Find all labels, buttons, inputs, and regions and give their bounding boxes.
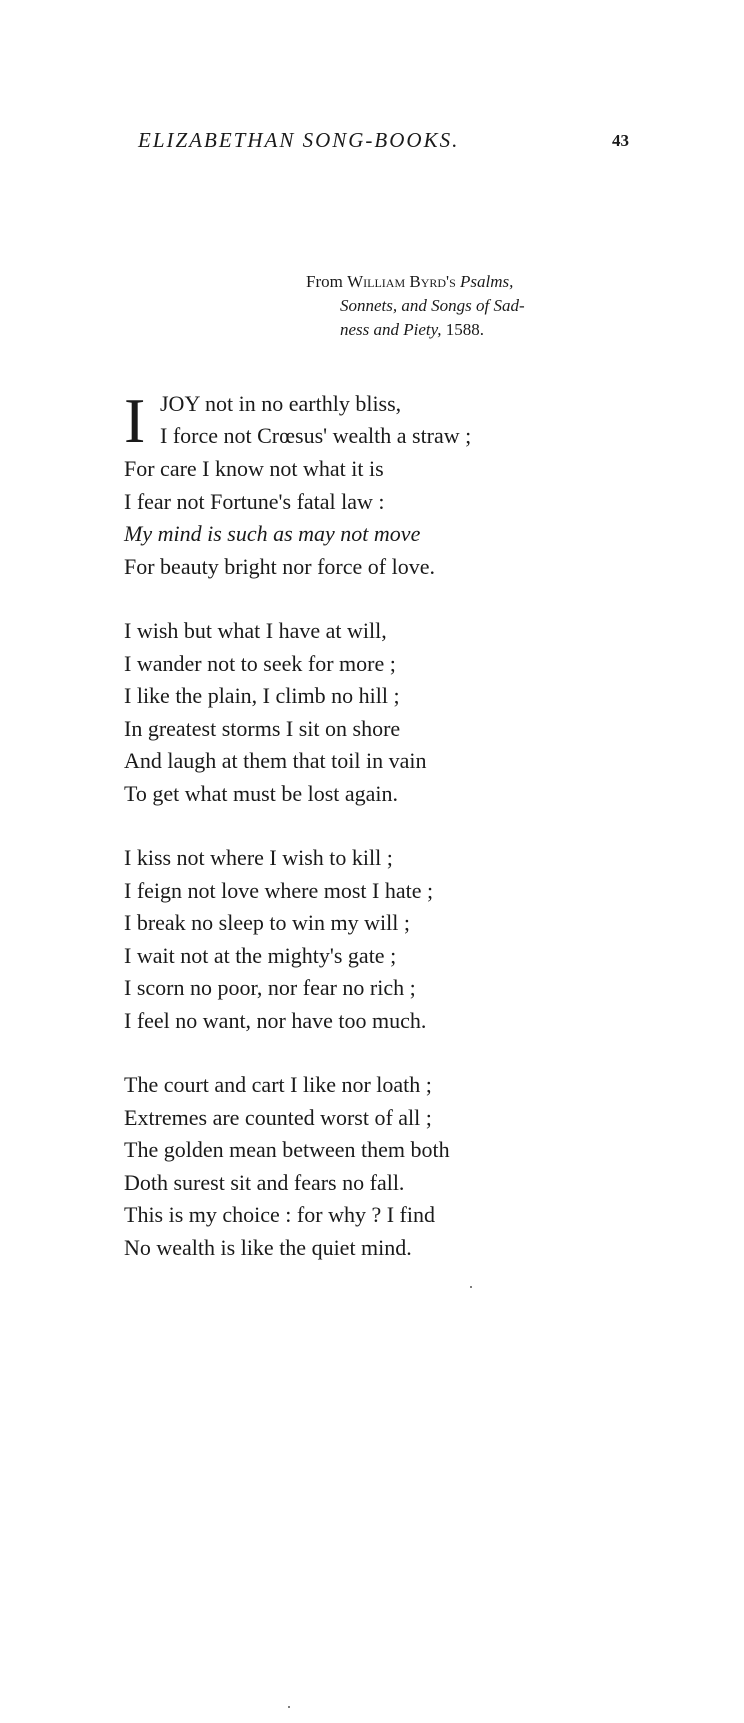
source-author: William Byrd's: [347, 272, 456, 291]
poem-line: This is my choice : for why ? I find: [124, 1202, 435, 1227]
poem-line: For care I know not what it is: [124, 456, 384, 481]
poem-line: I wander not to seek for more ;: [124, 650, 396, 676]
poem-line: I feel no want, nor have too much.: [124, 1007, 427, 1033]
source-line-3: [306, 318, 636, 342]
source-title-part3: ness and Piety,: [340, 320, 442, 339]
poem-line: I kiss not where I wish to kill ;: [124, 845, 393, 870]
poem-line: I force not Crœsus' wealth a straw ;: [160, 423, 472, 448]
stanza-4: [124, 1069, 644, 1264]
poem-line: For beauty bright nor force of love.: [124, 553, 435, 579]
poem-line: I fear not Fortune's fatal law :: [124, 488, 385, 514]
source-line-1: [306, 270, 636, 294]
poem-line: I break no sleep to win my will ;: [124, 910, 410, 935]
source-year: 1588.: [445, 320, 485, 339]
source-attribution: [306, 270, 636, 342]
poem-line: To get what must be lost again.: [124, 780, 399, 806]
poem-line: I like the plain, I climb no hill ;: [124, 683, 400, 708]
poem-line: Doth surest sit and fears no fall.: [124, 1169, 405, 1195]
print-speck: [288, 1706, 290, 1708]
poem-line: The court and cart I like nor loath ;: [124, 1072, 432, 1097]
poem-line: I wait not at the mighty's gate ;: [124, 942, 397, 968]
print-speck: [470, 1286, 472, 1288]
poem-line: I scorn no poor, nor fear no rich ;: [124, 975, 416, 1000]
stanza-3: [124, 842, 644, 1037]
running-title: ELIZABETHAN SONG-BOOKS.: [138, 128, 460, 152]
page-number: 43: [612, 131, 629, 150]
poem-line: And laugh at them that toil in vain: [124, 748, 427, 773]
poem-line: My mind is such as may not move: [124, 521, 421, 546]
poem-line: No wealth is like the quiet mind.: [124, 1234, 412, 1260]
source-line-2: [306, 294, 636, 318]
poem-line: Extremes are counted worst of all ;: [124, 1104, 432, 1130]
source-title-part2: Sonnets, and Songs of Sad-: [340, 296, 525, 315]
poem-line: The golden mean between them both: [124, 1137, 450, 1162]
poem-line: I feign not love where most I hate ;: [124, 877, 434, 903]
poem-line: I wish but what I have at will,: [124, 618, 387, 643]
poem-line: JOY not in no earthly bliss,: [160, 391, 402, 416]
opening-lines: [124, 385, 644, 456]
poem: [124, 385, 644, 1296]
source-title-part1: Psalms,: [460, 272, 514, 291]
stanza-2: [124, 615, 644, 810]
poem-line: In greatest storms I sit on shore: [124, 715, 401, 741]
drop-cap: I: [124, 385, 146, 456]
source-from: From: [306, 272, 343, 291]
stanza-1: [124, 385, 644, 583]
